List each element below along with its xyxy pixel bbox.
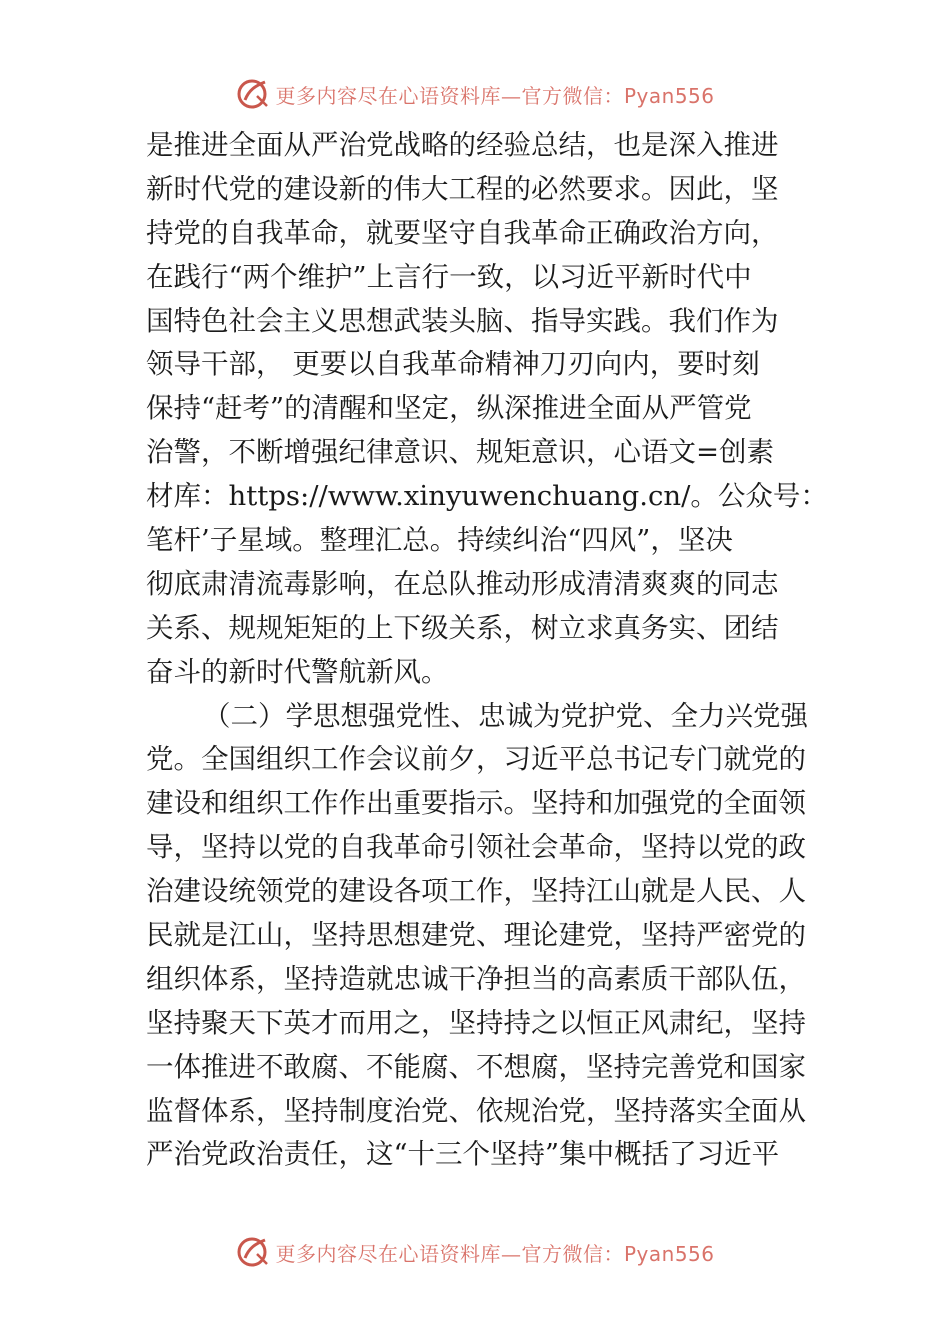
body-line: 是推进全面从严治党战略的经验总结，也是深入推进 xyxy=(146,129,779,161)
footer-banner-handle: Pyan556 xyxy=(623,1241,715,1266)
body-line: 领导干部， 更要以自我革命精神刀刃向内，要时刻 xyxy=(146,348,760,381)
body-line: 组织体系，坚持造就忠诚干净担当的高素质干部队伍， xyxy=(146,962,806,995)
body-line-url: 材库：https://www.xinyuwenchuang.cn/。公众号： xyxy=(146,480,828,513)
body-line: 严治党政治责任，这“十三个坚持”集中概括了习近平 xyxy=(146,1138,780,1171)
body-line: 关系、规规矩矩的上下级关系，树立求真务实、团结 xyxy=(146,611,779,644)
body-line: 坚持聚天下英才而用之，坚持持之以恒正风肃纪，坚持 xyxy=(146,1006,806,1039)
logo-icon xyxy=(235,1234,271,1270)
body-line: 国特色社会主义思想武装头脑、指导实践。我们作为 xyxy=(146,304,779,337)
body-line: 治建设统领党的建设各项工作，坚持江山就是人民、人 xyxy=(146,875,806,908)
body-line: 建设和组织工作作出重要指示。坚持和加强党的全面领 xyxy=(146,787,806,820)
body-line: 导，坚持以党的自我革命引领社会革命，坚持以党的政 xyxy=(146,831,806,864)
body-line: 彻底肃清流毒影响，在总队推动形成清清爽爽的同志 xyxy=(146,567,779,600)
body-line: 笔杆’子星域。整理汇总。持续纠治“四风”，坚决 xyxy=(146,524,733,557)
body-line: 持党的自我革命，就要坚守自我革命正确政治方向， xyxy=(146,216,779,249)
body-line: 在践行“两个维护”上言行一致，以习近平新时代中 xyxy=(146,260,752,293)
body-line: 新时代党的建设新的伟大工程的必然要求。因此，坚 xyxy=(146,172,779,205)
body-line: 民就是江山，坚持思想建党、理论建党，坚持严密党的 xyxy=(146,919,806,952)
body-line: 奋斗的新时代警航新风。 xyxy=(146,655,449,688)
document-body xyxy=(146,124,828,1177)
body-line: 治警，不断增强纪律意识、规矩意识，心语文=创素 xyxy=(146,436,775,469)
header-banner-text: 更多内容尽在心语资料库—官方微信：Pyan556 xyxy=(275,83,715,108)
footer-banner xyxy=(0,1228,950,1276)
logo-icon xyxy=(235,76,271,112)
body-line: 保持“赶考”的清醒和坚定，纵深推进全面从严管党 xyxy=(146,392,752,425)
body-line: 一体推进不敢腐、不能腐、不想腐，坚持完善党和国家 xyxy=(146,1050,806,1083)
header-banner xyxy=(0,70,950,118)
footer-banner-text: 更多内容尽在心语资料库—官方微信：Pyan556 xyxy=(275,1241,715,1266)
header-banner-handle: Pyan556 xyxy=(623,83,715,108)
body-line: 监督体系，坚持制度治党、依规治党，坚持落实全面从 xyxy=(146,1094,806,1127)
body-line: 党。全国组织工作会议前夕，习近平总书记专门就党的 xyxy=(146,743,806,776)
section-heading-line: （二）学思想强党性、忠诚为党护党、全力兴党强 xyxy=(203,699,808,732)
